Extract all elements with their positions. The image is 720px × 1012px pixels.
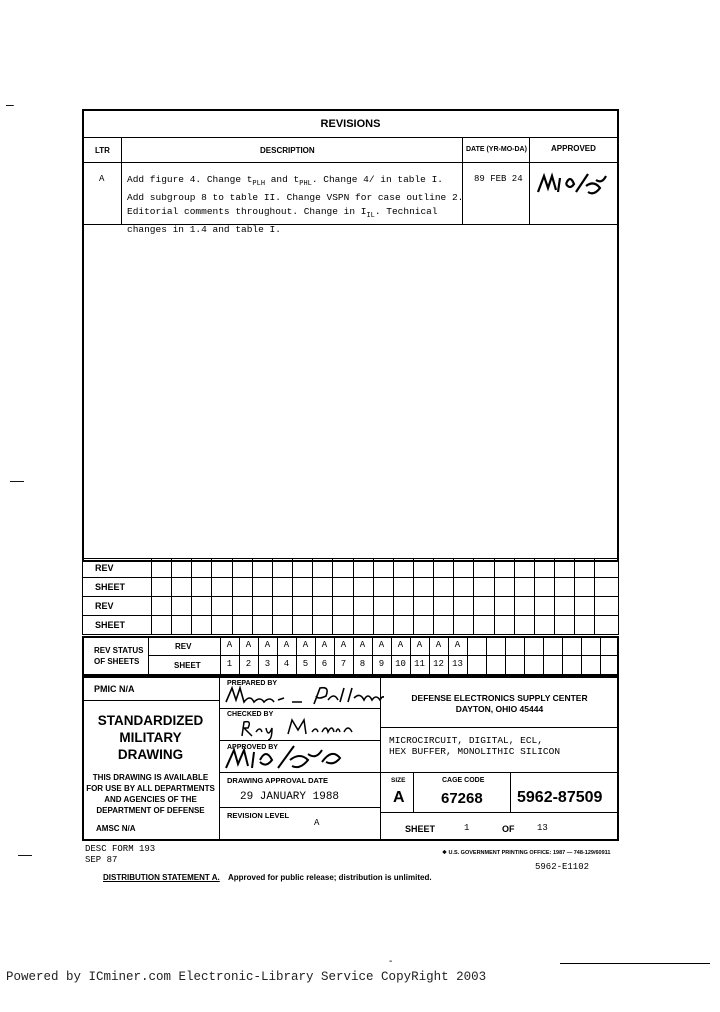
- status-cell-divider: [486, 636, 487, 676]
- status-cell-divider: [543, 636, 544, 676]
- revision-description: Add figure 4. Change $t_{PLH}$ and $t_{PHL}$. Change 4/ in table I. Add subgroup 8 to table II. Change VSPN for case outline 2. Editorial comments throughout. Change in $I_{IL}$. Technical changes in 1.4 and table I.: [127, 174, 464, 235]
- revision-grid: [82, 558, 619, 635]
- sheet-status-cell: 6: [321, 659, 328, 669]
- rev-status-cell: A: [359, 640, 366, 650]
- approved-by-signature: [222, 742, 352, 772]
- scan-mark: –: [6, 96, 14, 112]
- sheet-status-cell: 13: [452, 659, 463, 669]
- sheet-sub-label: SHEET: [174, 661, 201, 670]
- sheet-status-cell: 11: [414, 659, 425, 669]
- checked-by-signature: [236, 716, 356, 740]
- revisions-title: REVISIONS: [320, 118, 381, 130]
- drawing-number: 5962-87509: [517, 789, 603, 806]
- organization-name: DEFENSE ELECTRONICS SUPPLY CENTER DAYTON, OHIO 45444: [411, 693, 588, 714]
- approved-by-label: APPROVED BY: [227, 744, 278, 751]
- sheet-status-cell: 5: [302, 659, 309, 669]
- description-header: DESCRIPTION: [260, 146, 315, 155]
- document-code: 5962-E1102: [535, 862, 590, 872]
- scan-dash: -: [389, 956, 393, 967]
- gpo-note: ❖ U.S. GOVERNMENT PRINTING OFFICE: 1987 — 748-129/60911: [442, 850, 611, 856]
- prepared-by-label: PREPARED BY: [227, 680, 278, 687]
- revision-level-label: REVISION LEVEL: [227, 811, 290, 820]
- checked-by-label: CHECKED BY: [227, 711, 274, 718]
- availability-statement: THIS DRAWING IS AVAILABLE FOR USE BY ALL DEPARTMENTS AND AGENCIES OF THE DEPARTMENT OF DEFENSE: [86, 773, 215, 815]
- drawing-title: MICROCIRCUIT, DIGITAL, ECL, HEX BUFFER, MONOLITHIC SILICON: [389, 735, 561, 757]
- sheet-status-cell: 8: [359, 659, 366, 669]
- watermark: Powered by ICminer.com Electronic-Library Service CopyRight 2003: [6, 970, 487, 984]
- scan-mark: —: [18, 846, 32, 862]
- pmic-label: PMIC N/A: [94, 684, 135, 694]
- rev-status-cell: A: [378, 640, 385, 650]
- sheet-footer-total: 13: [537, 823, 548, 833]
- ltr-header: LTR: [95, 146, 110, 155]
- rev-status-cell: A: [435, 640, 442, 650]
- approval-signature: [536, 170, 610, 198]
- amsc-label: AMSC N/A: [96, 824, 136, 833]
- rev-status-cell: A: [245, 640, 252, 650]
- status-cell-divider: [505, 636, 506, 676]
- status-cell-divider: [467, 636, 468, 676]
- sheet-status-cell: 1: [226, 659, 233, 669]
- sheet-footer-label: SHEET: [405, 824, 436, 834]
- status-cell-divider: [562, 636, 563, 676]
- sheet-status-cell: 12: [433, 659, 444, 669]
- standardized-military-drawing: STANDARDIZED MILITARY DRAWING: [97, 713, 204, 762]
- rev-status-cell: A: [416, 640, 423, 650]
- sheet-status-cell: 3: [264, 659, 271, 669]
- revision-date: 89 FEB 24: [474, 174, 523, 184]
- revision-level: A: [314, 818, 320, 828]
- approved-header: APPROVED: [551, 144, 596, 153]
- rev-status-cell: A: [302, 640, 309, 650]
- status-cell-divider: [600, 636, 601, 676]
- rev-status-cell: A: [226, 640, 233, 650]
- size-label: SIZE: [391, 777, 406, 784]
- scan-mark: —: [10, 472, 24, 488]
- cage-code: 67268: [441, 790, 483, 807]
- approval-date: 29 JANUARY 1988: [240, 791, 340, 803]
- rev-label-2: REV: [83, 597, 152, 616]
- form-number: DESC FORM 193 SEP 87: [85, 844, 156, 865]
- status-cell-divider: [581, 636, 582, 676]
- rev-status-cell: A: [264, 640, 271, 650]
- rev-status-cell: A: [321, 640, 328, 650]
- rev-sub-label: REV: [175, 642, 192, 651]
- rev-status-cell: A: [340, 640, 347, 650]
- approval-date-label: DRAWING APPROVAL DATE: [227, 776, 328, 785]
- sheet-status-cell: 4: [283, 659, 290, 669]
- rev-status-cell: A: [454, 640, 461, 650]
- sheet-label: SHEET: [83, 578, 152, 597]
- status-cell-divider: [524, 636, 525, 676]
- sheet-status-cell: 9: [378, 659, 385, 669]
- rev-status-cell: A: [397, 640, 404, 650]
- size-value: A: [393, 789, 405, 806]
- sheet-footer-number: 1: [464, 823, 470, 833]
- rev-status-label: REV STATUS OF SHEETS: [94, 646, 144, 666]
- sheet-status-cell: 7: [340, 659, 347, 669]
- sheet-label-2: SHEET: [83, 616, 152, 635]
- revision-ltr: A: [99, 174, 105, 184]
- date-header: DATE (YR-MO-DA): [466, 146, 527, 153]
- distribution-statement: DISTRIBUTION STATEMENT A. Approved for public release; distribution is unlimited.: [103, 873, 432, 882]
- scan-rule: [560, 963, 710, 964]
- cage-code-label: CAGE CODE: [442, 777, 485, 784]
- prepared-by-signature: [222, 684, 384, 708]
- sheet-status-cell: 10: [395, 659, 406, 669]
- rev-label: REV: [83, 559, 152, 578]
- sheet-status-cell: 2: [245, 659, 252, 669]
- rev-status-cell: A: [283, 640, 290, 650]
- sheet-footer-of: OF: [502, 824, 515, 834]
